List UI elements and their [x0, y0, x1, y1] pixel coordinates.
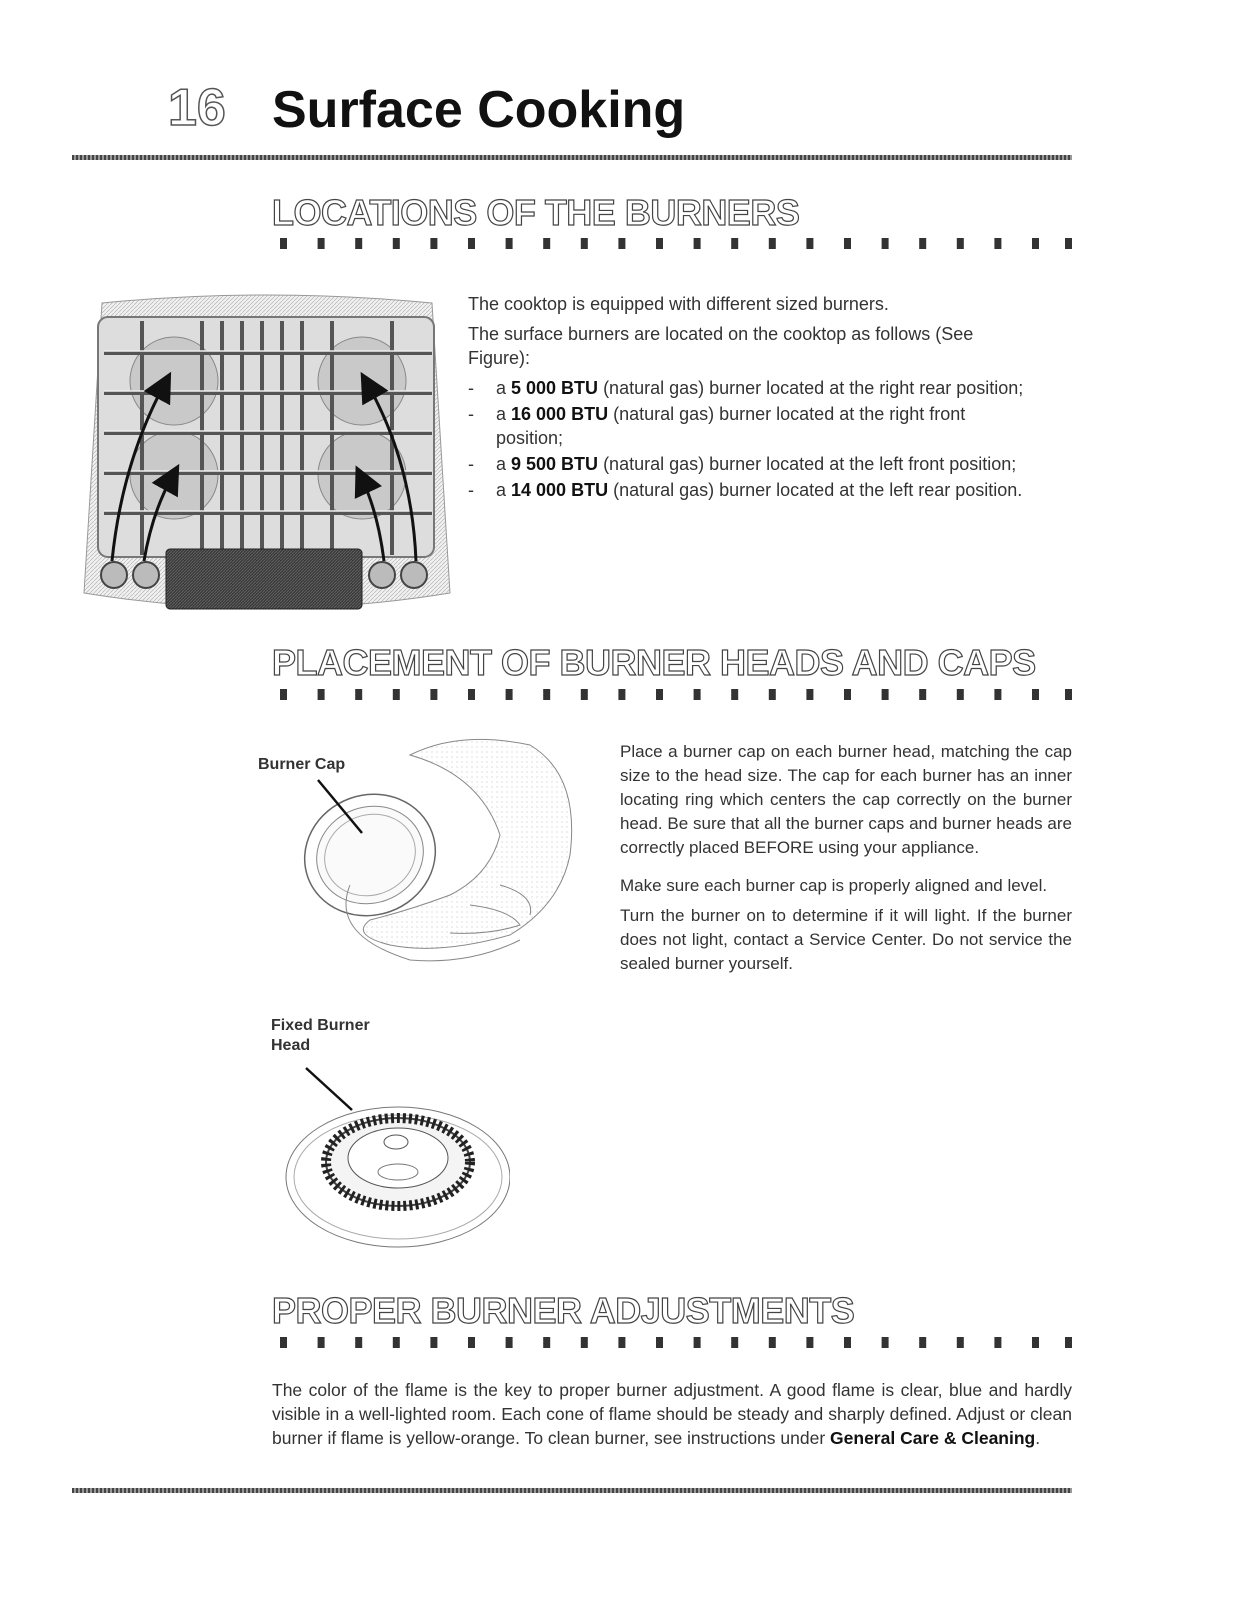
placement-text	[620, 740, 1072, 982]
intro-paragraph: The cooktop is equipped with different sized burners.	[468, 294, 889, 314]
locations-text	[468, 292, 1068, 504]
burner-head-label: Fixed Burner Head	[271, 1017, 370, 1054]
btu-rating: 16 000 BTU	[511, 404, 609, 424]
header-rule	[72, 155, 1072, 160]
list-item: - a 5 000 BTU (natural gas) burner located at the right rear position;	[468, 378, 1024, 398]
section-title-locations: LOCATIONS OF THE BURNERS	[272, 192, 800, 233]
btu-rating: 9 500 BTU	[511, 454, 599, 474]
adjustments-paragraph: The color of the flame is the key to proper burner adjustment. A good flame is clear, blue and hardly visible in a well-lighted room. Each cone of flame should be steady and sharply defined. Adjust or clean burner if flame is yellow-orange. To clean burner, see instructions under General Care & Cleaning.	[272, 1380, 1072, 1448]
placement-paragraph: Place a burner cap on each burner head, matching the cap size to the head size. The cap for each burner has an inner locating ring which centers the cap correctly on the burner head. Be sure that all the burner caps and burner heads are correctly placed BEFORE using your appliance.	[620, 742, 1072, 857]
section-title-adjustments: PROPER BURNER ADJUSTMENTS	[272, 1290, 855, 1331]
section-divider-dots	[280, 1337, 1072, 1348]
footer-rule	[72, 1488, 1072, 1493]
cooktop-figure	[82, 293, 452, 615]
page-number: 16	[168, 79, 226, 137]
placement-paragraph: Make sure each burner cap is properly aligned and level.	[620, 876, 1048, 895]
placement-paragraph: Turn the burner on to determine if it will light. If the burner does not light, contact a Service Center. Do not service the sealed burner yourself.	[620, 906, 1072, 973]
btu-rating: 14 000 BTU	[511, 480, 609, 500]
section-title-placement: PLACEMENT OF BURNER HEADS AND CAPS	[272, 642, 1036, 683]
burner-cap-label: Burner Cap	[258, 756, 346, 773]
page-title: Surface Cooking	[272, 81, 686, 139]
list-item: - a 9 500 BTU (natural gas) burner located at the left front position;	[468, 454, 1017, 474]
burner-head-figure	[270, 1062, 510, 1252]
section-divider-dots	[280, 689, 1072, 700]
section-divider-dots	[280, 238, 1072, 249]
list-item: - a 14 000 BTU (natural gas) burner located at the left rear position.	[468, 480, 1023, 500]
btu-rating: 5 000 BTU	[511, 378, 599, 398]
list-item: - a 16 000 BTU (natural gas) burner located at the right front position;	[468, 404, 966, 448]
care-cleaning-reference: General Care & Cleaning	[830, 1428, 1036, 1448]
burner-cap-figure	[290, 735, 590, 975]
intro-paragraph: The surface burners are located on the cooktop as follows (See Figure):	[468, 324, 974, 368]
